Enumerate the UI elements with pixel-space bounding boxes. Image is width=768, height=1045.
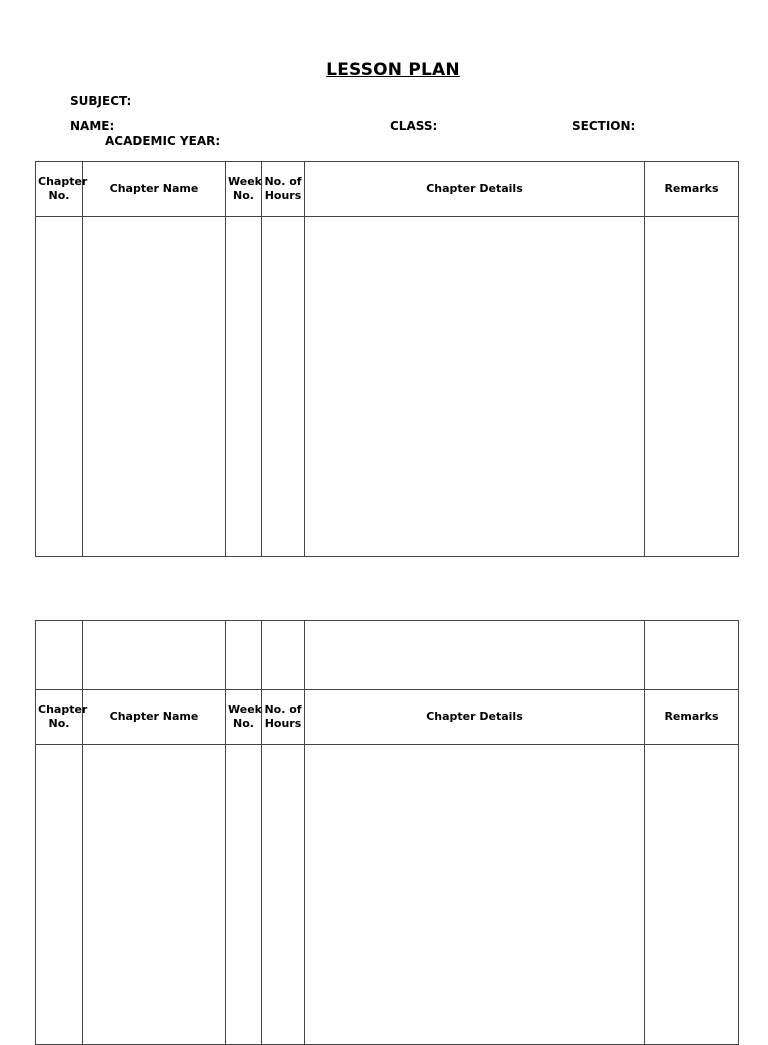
header-chapter-details: Chapter Details [305,162,645,217]
section-label: SECTION: [572,119,636,133]
cell-chapter-name[interactable] [83,217,226,557]
cell-hours[interactable] [262,745,305,1045]
cell-hours[interactable] [262,217,305,557]
header-chapter-name: Chapter Name [83,690,226,745]
header-chapter-no: Chapter No. [36,690,83,745]
cell-blank[interactable] [36,621,83,690]
header-chapter-name: Chapter Name [83,162,226,217]
cell-blank[interactable] [645,621,739,690]
table-blank-row [36,621,739,690]
header-week-no: Week No. [226,690,262,745]
header-remarks: Remarks [645,690,739,745]
cell-chapter-no[interactable] [36,217,83,557]
lesson-plan-table-2 [35,620,739,1045]
subject-label: SUBJECT: [70,94,132,108]
cell-chapter-name[interactable] [83,745,226,1045]
table-body-row [36,745,739,1045]
cell-remarks[interactable] [645,745,739,1045]
page-title: LESSON PLAN [326,60,460,80]
lesson-plan-table-1 [35,161,739,557]
header-chapter-no: Chapter No. [36,162,83,217]
academic-year-label: ACADEMIC YEAR: [105,134,221,148]
table-header-row [36,162,739,217]
cell-chapter-details[interactable] [305,745,645,1045]
cell-week-no[interactable] [226,745,262,1045]
header-chapter-details: Chapter Details [305,690,645,745]
header-week-no: Week No. [226,162,262,217]
table-header-row [36,690,739,745]
name-label: NAME: [70,119,115,133]
header-hours: No. of Hours [262,162,305,217]
cell-chapter-no[interactable] [36,745,83,1045]
header-remarks: Remarks [645,162,739,217]
header-hours: No. of Hours [262,690,305,745]
cell-chapter-details[interactable] [305,217,645,557]
cell-blank[interactable] [83,621,226,690]
cell-remarks[interactable] [645,217,739,557]
cell-blank[interactable] [305,621,645,690]
class-label: CLASS: [390,119,438,133]
cell-week-no[interactable] [226,217,262,557]
table-body-row [36,217,739,557]
cell-blank[interactable] [226,621,262,690]
cell-blank[interactable] [262,621,305,690]
